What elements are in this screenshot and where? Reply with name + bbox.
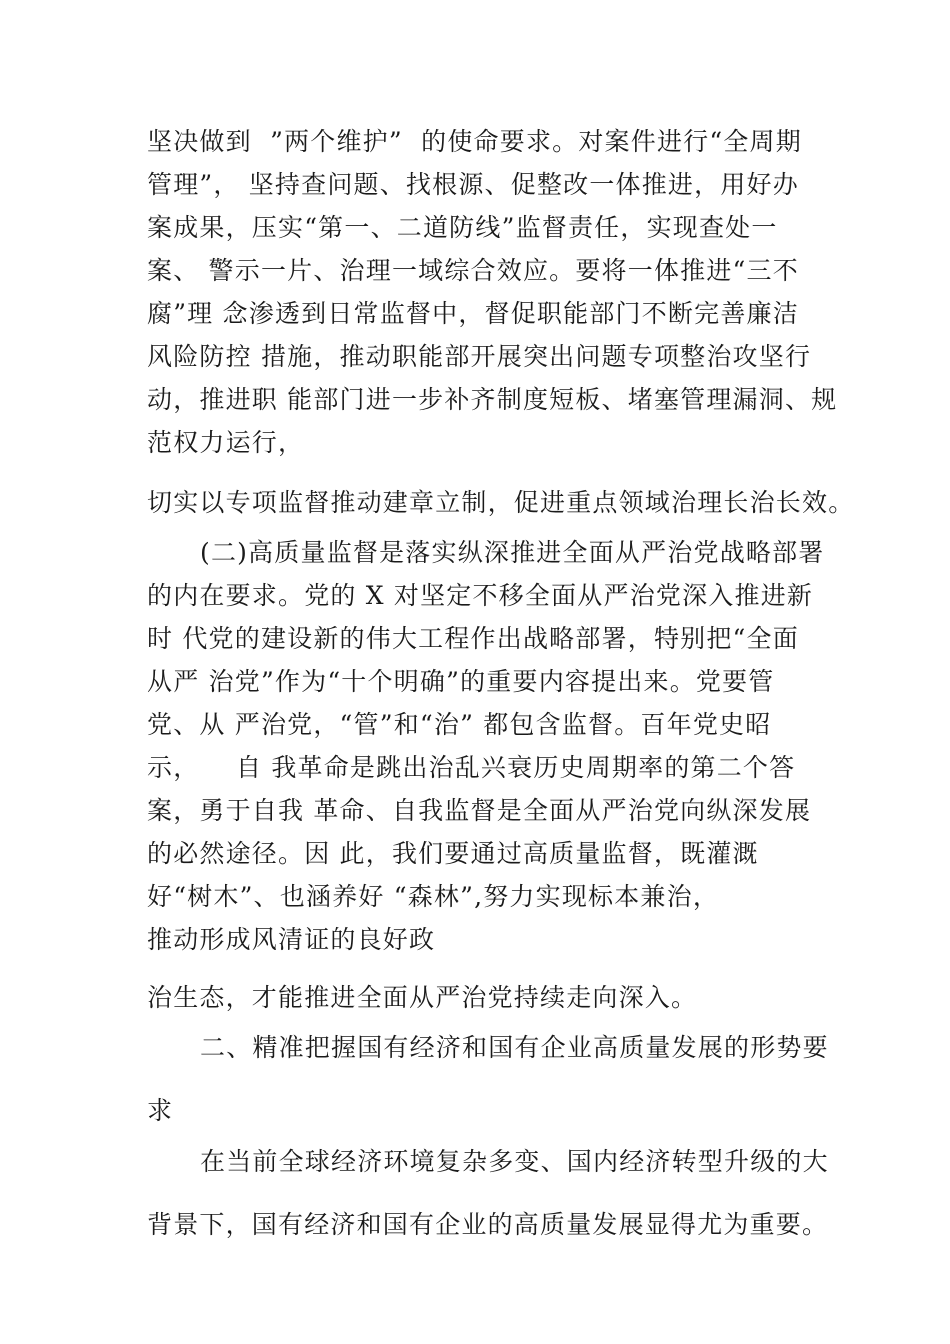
paragraph-line: 的内在要求。党的 X 对坚定不移全面从严治党深入推进新: [147, 581, 814, 610]
paragraph-line: 推动形成风清证的良好政: [147, 925, 436, 954]
paragraph-line: 坚决做到 ”两个维护” 的使命要求。对案件进行“全周期: [147, 127, 802, 156]
section-heading-main: 二、精准把握国有经济和国有企业高质量发展的形势要: [200, 1033, 829, 1062]
paragraph-line: 案，勇于自我 革命、自我监督是全面从严治党向纵深发展: [147, 796, 812, 825]
paragraph-line: 好“树木”、也涵养好 “森林”,努力实现标本兼治，: [147, 882, 720, 911]
paragraph-line: 背景下，国有经济和国有企业的高质量发展显得尤为重要。: [147, 1210, 829, 1239]
paragraph-line: 风险防控 措施，推动职能部开展突出问题专项整治攻坚行: [147, 342, 812, 371]
paragraph-line: 腐”理 念渗透到日常监督中，督促职能部门不断完善廉洁: [147, 299, 799, 328]
paragraph-line: 管理”， 坚持查问题、找根源、促整改一体推进，用好办: [147, 170, 799, 199]
paragraph-line: 治生态，才能推进全面从严治党持续走向深入。: [147, 983, 698, 1012]
paragraph-line: 案、 警示一片、治理一域综合效应。要将一体推进“三不: [147, 256, 799, 285]
paragraph-line: 范权力运行，: [147, 428, 305, 457]
paragraph-line: 案成果，压实“第一、二道防线”监督责任，实现查处一: [147, 213, 778, 242]
paragraph-line: 的必然途径。因 此，我们要通过高质量监督，既灌溉: [147, 839, 759, 868]
paragraph-line: 从严 治党”作为“十个明确”的重要内容提出来。党要管: [147, 667, 775, 696]
paragraph-line: 时 代党的建设新的伟大工程作出战略部署，特别把“全面: [147, 624, 799, 653]
paragraph-line: 示， 自 我革命是跳出治乱兴衰历史周期率的第二个答: [147, 753, 796, 782]
section-heading-main-cont: 求: [147, 1096, 174, 1125]
paragraph-line: 切实以专项监督推动建章立制，促进重点领域治理长治长效。: [147, 488, 855, 517]
paragraph-line: 党、从 严治党，“管”和“治” 都包含监督。百年党史昭: [147, 710, 772, 739]
section-heading-2: (二)高质量监督是落实纵深推进全面从严治党战略部署: [200, 538, 825, 567]
paragraph-line: 在当前全球经济环境复杂多变、国内经济转型升级的大: [200, 1147, 829, 1176]
paragraph-line: 动，推进职 能部门进一步补齐制度短板、堵塞管理漏洞、规: [147, 385, 838, 414]
